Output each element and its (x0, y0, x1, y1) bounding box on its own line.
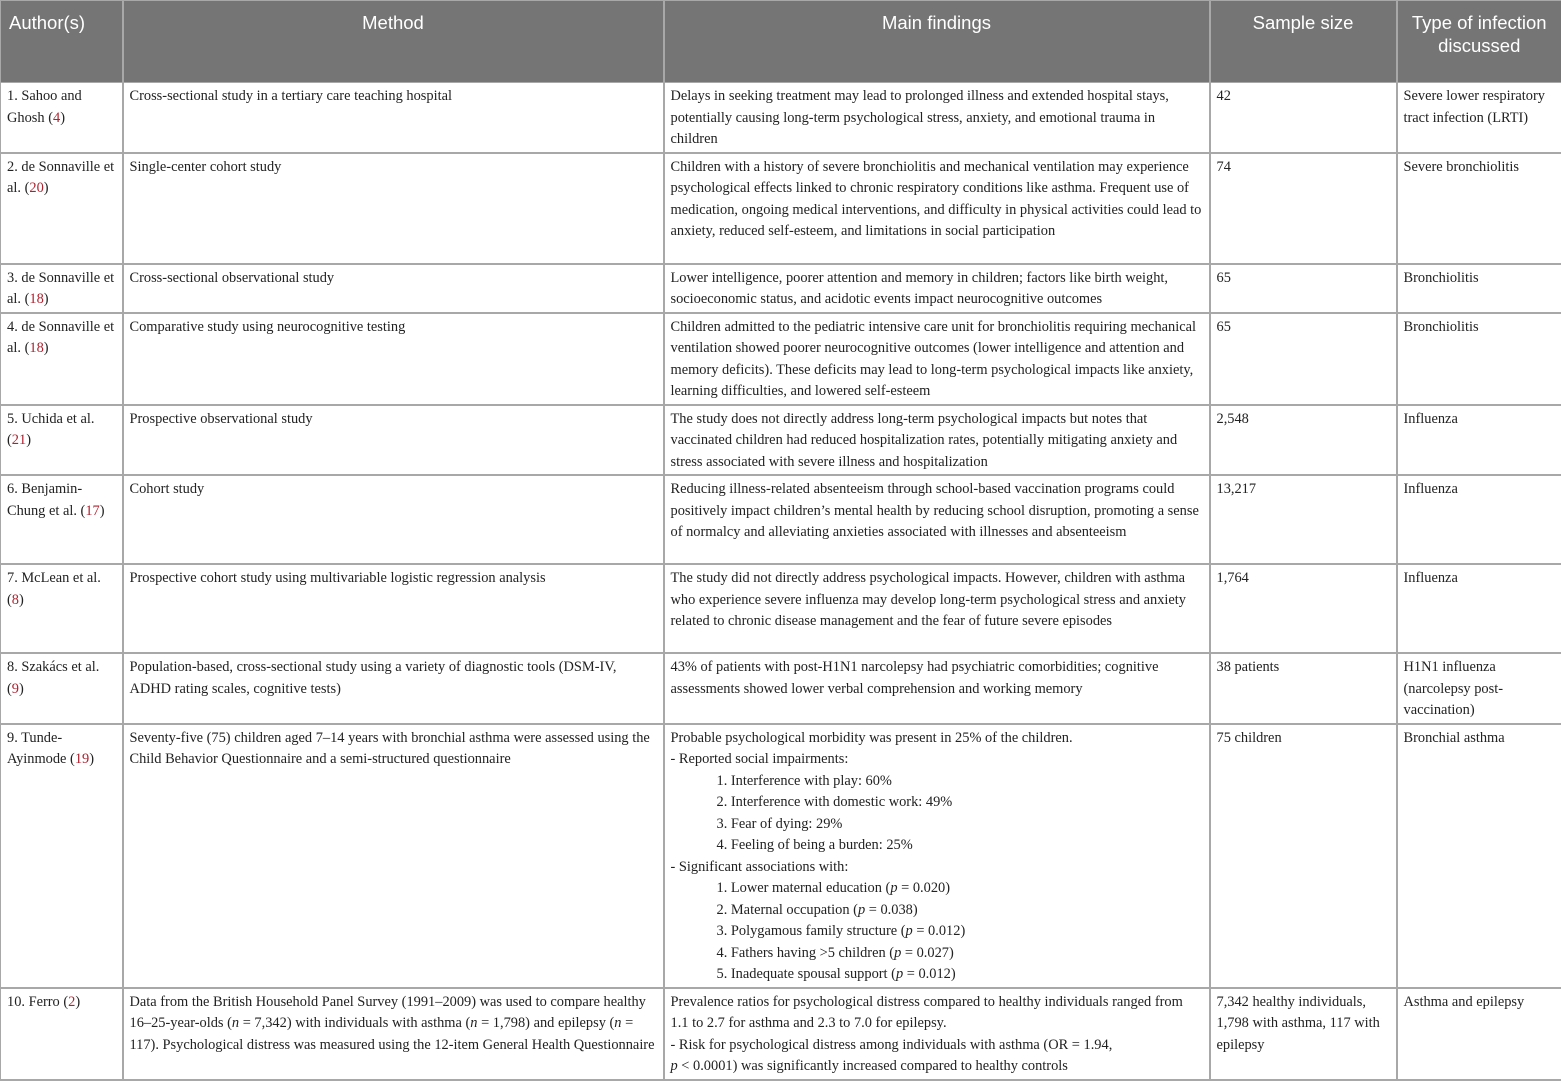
table-row (1, 653, 1561, 724)
method-text: = 1,798) and epilepsy ( (477, 1015, 614, 1031)
p-value: = 0.038) (865, 902, 917, 918)
table-row (1, 988, 1561, 1080)
sample-size-cell: 42 (1210, 83, 1397, 153)
sample-size-cell: 1,764 (1210, 564, 1397, 653)
reference-link[interactable]: 18 (29, 291, 43, 307)
item-text: 2. Maternal occupation ( (717, 902, 858, 918)
reference-link[interactable]: 21 (12, 432, 26, 448)
method-text: = 7,342) with individuals with asthma ( (239, 1015, 470, 1031)
findings-text: < 0.0001) was significantly increased compared to healthy controls (678, 1058, 1068, 1074)
social-impairments-heading: - Reported social impairments: (671, 749, 1203, 771)
author-name: 2. de Sonnaville et al. (7, 159, 114, 197)
p-symbol: p (890, 880, 897, 896)
p-symbol: p (894, 945, 901, 961)
column-header-authors: Author(s) (1, 1, 123, 83)
author-name: 3. de Sonnaville et al. (7, 270, 114, 308)
column-header-main-findings: Main findings (664, 1, 1210, 83)
author-cell: 4. de Sonnaville et al. (18) (1, 313, 123, 405)
list-item (717, 964, 1203, 986)
list-item (717, 943, 1203, 965)
infection-type-cell: Bronchiolitis (1397, 313, 1561, 405)
reference-link[interactable]: 19 (75, 751, 89, 767)
sample-size-cell: 65 (1210, 264, 1397, 313)
reference-link[interactable]: 18 (29, 340, 43, 356)
method-cell: Comparative study using neurocognitive testing (123, 313, 664, 405)
author-cell: 2. de Sonnaville et al. (20) (1, 153, 123, 264)
item-text: 4. Fathers having >5 children ( (717, 945, 895, 961)
author-name: 8. Szakács et al. (7, 659, 99, 675)
findings-cell: Children admitted to the pediatric intensive care unit for bronchiolitis requiring mechanical ventilation showed poorer neurocognitive outcomes (lower intelligence and attention and memory deficits). These deficits may lead to long-term psychological impacts like anxiety, learning difficulties, and lowered self-esteem (664, 313, 1210, 405)
author-name: 7. McLean et al. (7, 570, 101, 586)
p-symbol: p (896, 966, 903, 982)
list-item: 4. Feeling of being a burden: 25% (717, 835, 1203, 857)
n-symbol: n (232, 1015, 239, 1031)
author-name: 9. Tunde-Ayinmode (7, 730, 66, 768)
reference-link[interactable]: 4 (53, 110, 60, 126)
author-cell: 5. Uchida et al. (21) (1, 405, 123, 476)
findings-cell: Lower intelligence, poorer attention and memory in children; factors like birth weight, socioeconomic status, and acidotic events impact neurocognitive outcomes (664, 264, 1210, 313)
list-item (717, 921, 1203, 943)
item-text: 1. Lower maternal education ( (717, 880, 891, 896)
table-row (1, 405, 1561, 476)
p-symbol: p (906, 923, 913, 939)
table-row (1, 83, 1561, 153)
sample-size-cell: 38 patients (1210, 653, 1397, 724)
infection-type-cell: Severe bronchiolitis (1397, 153, 1561, 264)
column-header-method: Method (123, 1, 664, 83)
method-cell: Population-based, cross-sectional study using a variety of diagnostic tools (DSM-IV, ADHD rating scales, cognitive tests) (123, 653, 664, 724)
table-row (1, 313, 1561, 405)
author-cell: 3. de Sonnaville et al. (18) (1, 264, 123, 313)
list-item (717, 900, 1203, 922)
n-symbol: n (614, 1015, 621, 1031)
reference-link[interactable]: 20 (29, 180, 43, 196)
findings-cell: Reducing illness-related absenteeism through school-based vaccination programs could positively impact children’s mental health by reducing school disruption, promoting a sense of normalcy and alleviating anxieties associated with illnesses and absenteeism (664, 475, 1210, 564)
method-cell: Cross-sectional study in a tertiary care teaching hospital (123, 83, 664, 153)
method-cell: Prospective cohort study using multivariable logistic regression analysis (123, 564, 664, 653)
author-cell: 8. Szakács et al. (9) (1, 653, 123, 724)
infection-type-cell: Bronchiolitis (1397, 264, 1561, 313)
author-name: 6. Benjamin-Chung et al. (7, 481, 82, 519)
infection-type-cell: Asthma and epilepsy (1397, 988, 1561, 1080)
findings-paragraph (671, 1035, 1203, 1078)
p-value: = 0.012) (903, 966, 955, 982)
list-item: 2. Interference with domestic work: 49% (717, 792, 1203, 814)
reference-link[interactable]: 8 (12, 592, 19, 608)
item-text: 5. Inadequate spousal support ( (717, 966, 896, 982)
findings-cell: The study did not directly address psychological impacts. However, children with asthma who experience severe influenza may develop long-term psychological stress and anxiety related to chronic disease management and the fear of future severe episodes (664, 564, 1210, 653)
table-row (1, 724, 1561, 988)
author-cell: 9. Tunde-Ayinmode (19) (1, 724, 123, 988)
findings-cell (664, 724, 1210, 988)
findings-cell: Delays in seeking treatment may lead to prolonged illness and extended hospital stays, potentially causing long-term psychological stress, anxiety, and emotional trauma in children (664, 83, 1210, 153)
table-row (1, 475, 1561, 564)
associations-list (671, 878, 1203, 986)
column-header-infection-type: Type of infection discussed (1397, 1, 1561, 83)
infection-type-cell: Severe lower respiratory tract infection (LRTI) (1397, 83, 1561, 153)
list-item (717, 878, 1203, 900)
social-impairments-list (671, 771, 1203, 857)
author-name: 4. de Sonnaville et al. (7, 319, 114, 357)
table-row (1, 264, 1561, 313)
sample-size-cell: 13,217 (1210, 475, 1397, 564)
p-value: = 0.012) (913, 923, 965, 939)
method-cell: Prospective observational study (123, 405, 664, 476)
n-symbol: n (470, 1015, 477, 1031)
sample-size-cell: 2,548 (1210, 405, 1397, 476)
author-cell: 1. Sahoo and Ghosh (4) (1, 83, 123, 153)
infection-type-cell: H1N1 influenza (narcolepsy post-vaccination) (1397, 653, 1561, 724)
findings-intro: Probable psychological morbidity was present in 25% of the children. (671, 728, 1203, 750)
method-cell: Single-center cohort study (123, 153, 664, 264)
author-name: 5. Uchida et al. (7, 411, 95, 427)
p-value: = 0.027) (901, 945, 953, 961)
findings-cell: Children with a history of severe bronchiolitis and mechanical ventilation may experience psychological effects linked to chronic respiratory conditions like asthma. Frequent use of medication, ongoing medical interventions, and difficulty in physical activities could lead to anxiety, reduced self-esteem, and limitations in social participation (664, 153, 1210, 264)
author-cell: 6. Benjamin-Chung et al. (17) (1, 475, 123, 564)
column-header-sample-size: Sample size (1210, 1, 1397, 83)
method-text: Data from the British Household Panel Survey (1991–2009) was used to compare healthy 16–25-year-olds ( (130, 994, 646, 1032)
list-item: 1. Interference with play: 60% (717, 771, 1203, 793)
author-name: 10. Ferro (7, 994, 60, 1010)
findings-cell (664, 988, 1210, 1080)
reference-link[interactable]: 2 (68, 994, 75, 1010)
p-symbol: p (671, 1058, 678, 1074)
reference-link[interactable]: 9 (12, 681, 19, 697)
method-cell: Seventy-five (75) children aged 7–14 years with bronchial asthma were assessed using the Child Behavior Questionnaire and a semi-structured questionnaire (123, 724, 664, 988)
author-name: 1. Sahoo and Ghosh (7, 88, 82, 126)
p-value: = 0.020) (898, 880, 950, 896)
associations-heading: - Significant associations with: (671, 857, 1203, 879)
item-text: 3. Polygamous family structure ( (717, 923, 906, 939)
findings-text: - Risk for psychological distress among individuals with asthma (OR = 1.94, (671, 1037, 1113, 1053)
infection-type-cell: Influenza (1397, 564, 1561, 653)
method-cell: Cross-sectional observational study (123, 264, 664, 313)
findings-cell: The study does not directly address long-term psychological impacts but notes that vaccinated children had reduced hospitalization rates, potentially mitigating anxiety and stress associated with severe illness and hospitalization (664, 405, 1210, 476)
findings-cell: 43% of patients with post-H1N1 narcolepsy had psychiatric comorbidities; cognitive assessments showed lower verbal comprehension and working memory (664, 653, 1210, 724)
sample-size-cell: 74 (1210, 153, 1397, 264)
reference-link[interactable]: 17 (85, 503, 99, 519)
infection-type-cell: Bronchial asthma (1397, 724, 1561, 988)
infection-type-cell: Influenza (1397, 475, 1561, 564)
method-text: = 117). Psychological distress was measured using the 12-item General Health Questionnaire (130, 1015, 655, 1053)
table-row (1, 153, 1561, 264)
sample-size-cell: 7,342 healthy individuals, 1,798 with asthma, 117 with epilepsy (1210, 988, 1397, 1080)
method-cell: Cohort study (123, 475, 664, 564)
list-item: 3. Fear of dying: 29% (717, 814, 1203, 836)
infection-type-cell: Influenza (1397, 405, 1561, 476)
table-row (1, 564, 1561, 653)
author-cell: 7. McLean et al. (8) (1, 564, 123, 653)
findings-paragraph: Prevalence ratios for psychological distress compared to healthy individuals ranged from 1.1 to 2.7 for asthma and 2.3 to 7.0 for epilepsy. (671, 992, 1203, 1035)
header-row (1, 1, 1561, 83)
sample-size-cell: 75 children (1210, 724, 1397, 988)
author-cell: 10. Ferro (2) (1, 988, 123, 1080)
p-symbol: p (858, 902, 865, 918)
method-cell (123, 988, 664, 1080)
sample-size-cell: 65 (1210, 313, 1397, 405)
